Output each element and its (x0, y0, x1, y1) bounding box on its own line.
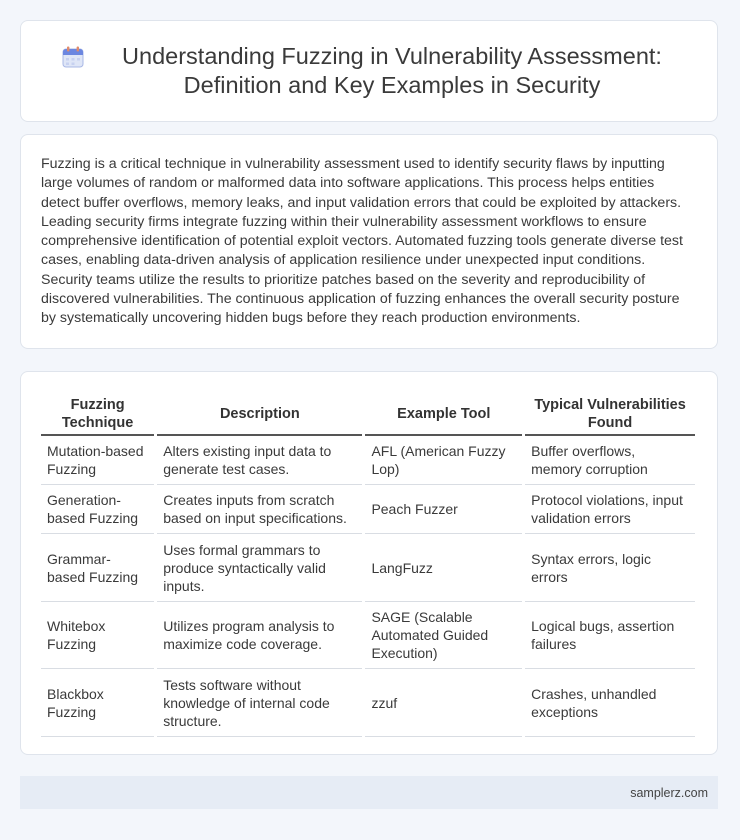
table-cell: Uses formal grammars to produce syntactically valid inputs. (157, 534, 362, 602)
column-header: Fuzzing Technique (41, 392, 154, 436)
column-header: Description (157, 392, 362, 436)
table-row (41, 669, 695, 737)
table-cell: Protocol violations, input validation errors (525, 485, 695, 534)
page-title: Understanding Fuzzing in Vulnerability Assessment: Definition and Key Examples in Security (122, 43, 662, 98)
table-cell: Generation-based Fuzzing (41, 485, 154, 534)
table-cell: Creates inputs from scratch based on input specifications. (157, 485, 362, 534)
table-cell: zzuf (365, 669, 522, 737)
table-cell: Syntax errors, logic errors (525, 534, 695, 602)
calendar-icon (61, 45, 85, 69)
table-cell: Grammar-based Fuzzing (41, 534, 154, 602)
table-cell: Buffer overflows, memory corruption (525, 436, 695, 485)
table-cell: LangFuzz (365, 534, 522, 602)
intro-card (20, 134, 718, 349)
table-cell: Whitebox Fuzzing (41, 602, 154, 669)
column-header: Typical Vulnerabilities Found (525, 392, 695, 436)
table-cell: Mutation-based Fuzzing (41, 436, 154, 485)
title-wrap (21, 42, 717, 100)
table-cell: Tests software without knowledge of internal code structure. (157, 669, 362, 737)
fuzzing-table (38, 392, 698, 737)
table-row (41, 485, 695, 534)
table-cell: Peach Fuzzer (365, 485, 522, 534)
footer-bar (20, 776, 718, 809)
table-cell: AFL (American Fuzzy Lop) (365, 436, 522, 485)
table-row (41, 534, 695, 602)
table-row (41, 602, 695, 669)
table-cell: Alters existing input data to generate test cases. (157, 436, 362, 485)
table-cell: Blackbox Fuzzing (41, 669, 154, 737)
table-cell: Utilizes program analysis to maximize code coverage. (157, 602, 362, 669)
intro-paragraph: Fuzzing is a critical technique in vulnerability assessment used to identify security flaws by inputting large volumes of random or malformed data into software applications. This process helps entities detect buffer overflows, memory leaks, and input validation errors that could be exploited by attackers. Leading security firms integrate fuzzing within their vulnerability assessment workflows to ensure comprehensive identification of potential exploit vectors. Automated fuzzing tools generate diverse test cases, enabling data-driven analysis of application resilience under unexpected input conditions. Security teams utilize the results to prioritize patches based on the severity and reproducibility of discovered vulnerabilities. The continuous application of fuzzing enhances the overall security posture by systematically uncovering hidden bugs before they reach production environments. (41, 156, 683, 327)
table-cell: SAGE (Scalable Automated Guided Execution) (365, 602, 522, 669)
table-row (41, 436, 695, 485)
table-card (20, 371, 718, 755)
table-cell: Crashes, unhandled exceptions (525, 669, 695, 737)
footer-site-link[interactable]: samplerz.com (630, 785, 708, 800)
table-header-row (41, 392, 695, 436)
table-cell: Logical bugs, assertion failures (525, 602, 695, 669)
column-header: Example Tool (365, 392, 522, 436)
title-card (20, 20, 718, 122)
